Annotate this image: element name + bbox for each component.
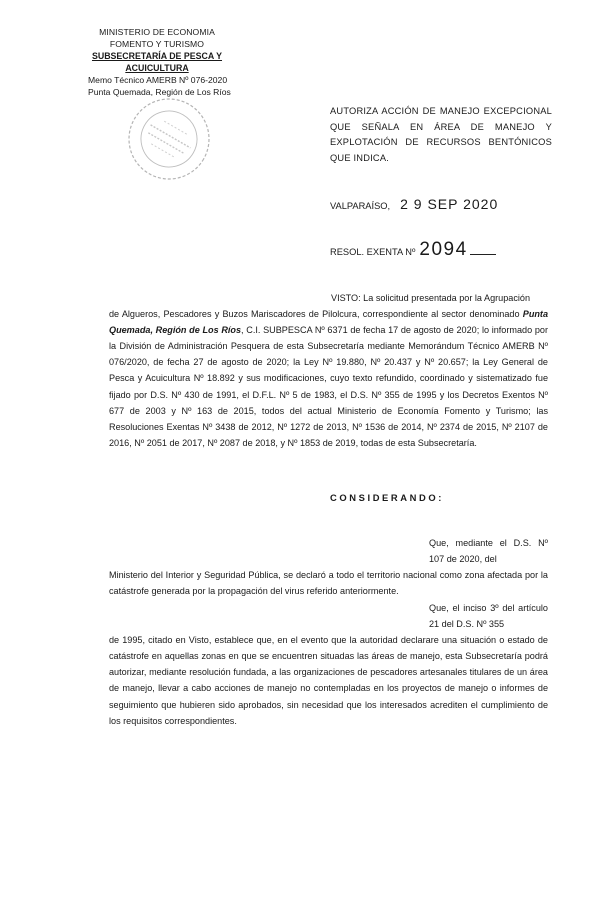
visto-text-2: , C.I. SUBPESCA Nº 6371 de fecha 17 de agosto de 2020; lo informado por la División de Administración Pesquera de esta Subsecretaría mediante Memorándum Técnico AMERB Nº 076/2020, de fecha 27 de agosto de 2020; la Ley Nº 19.880, Nº 20.437 y Nº 20.657; la Ley General de Pesca y Acuicultura Nº 18.892 y sus modificaciones, cuyo texto refundido, coordinado y sistematizado fue fijado por D.S. Nº 430 de 1991, el D.F.L. Nº 5 de 1983, el D.S. Nº 355 de 1995 y los Decretos Exentos Nº 677 de 2003 y Nº 163 de 2015, todos del actual Ministerio de Economía Fomento y Turismo; las Resoluciones Exentas Nº 3438 de 2012, Nº 1272 de 2013, Nº 1536 de 2014, Nº 2374 de 2015, Nº 2107 de 2016, Nº 2051 de 2017, Nº 2087 de 2018, y Nº 1853 de 2019, todas de esta Subsecretaría. (109, 325, 548, 448)
considerando-heading: CONSIDERANDO: (330, 492, 445, 503)
city: VALPARAÍSO, (330, 201, 391, 211)
considerando-2-lead: Que, el inciso 3º del artículo 21 del D.S. Nº 355 (429, 603, 548, 630)
considerando-2-paragraph (109, 600, 548, 729)
underline (470, 253, 496, 255)
memo-reference: Memo Técnico AMERB Nº 076-2020 (88, 75, 228, 85)
city-date-line (330, 196, 560, 220)
ministry-name: MINISTERIO DE ECONOMIA (99, 27, 215, 37)
visto-text-1: de Algueros, Pescadores y Buzos Mariscadores de Pilolcura, correspondiente al sector denominado (109, 309, 520, 320)
considerando-2-text: de 1995, citado en Visto, establece que, en el evento que la autoridad declarare una situación o estado de catástrofe en aquellas zonas en que se encuentren situadas las áreas de manejo, esta Subsecretaría podrá autorizar, mediante resolución fundada, a las organizaciones de pescadores artesanales titulares de un área de manejo, llevar a cabo acciones de manejo no contempladas en los proyectos de manejo o informes de seguimiento que hubieren sido aprobados, sin necesidad que los interesados acrediten el cumplimiento de los requisitos correspondientes. (109, 635, 548, 726)
subsecretaria-name: SUBSECRETARÍA DE PESCA Y ACUICULTURA (91, 51, 223, 73)
ministry-name-2: FOMENTO Y TURISMO (109, 39, 205, 49)
resolution-number: 2094 (419, 239, 468, 260)
visto-sector: Punta Quemada, Región de Los Ríos (109, 309, 549, 336)
visto-lead: VISTO: La solicitud presentada por la Agrupación (331, 293, 531, 303)
considerando-1-text: Ministerio del Interior y Seguridad Pública, se declaró a todo el territorio nacional como zona afectada por la catástrofe generada por la propagación del virus referido anteriormente. (109, 570, 548, 597)
resolution-subject: AUTORIZA ACCIÓN DE MANEJO EXCEPCIONAL QUE SEÑALA EN ÁREA DE MANEJO Y EXPLOTACIÓN DE RECURSOS BENTÓNICOS QUE INDICA. (330, 106, 552, 163)
considerando-1-paragraph (109, 535, 548, 599)
date-stamp: 2 9 SEP 2020 (400, 196, 499, 212)
resolution-number-line (330, 239, 570, 265)
resolution-label: RESOL. EXENTA Nº (330, 247, 416, 257)
considerando-1-lead: Que, mediante el D.S. Nº 107 de 2020, del (429, 538, 548, 565)
visto-paragraph (109, 290, 548, 451)
location-reference: Punta Quemada, Región de Los Ríos (88, 87, 231, 97)
